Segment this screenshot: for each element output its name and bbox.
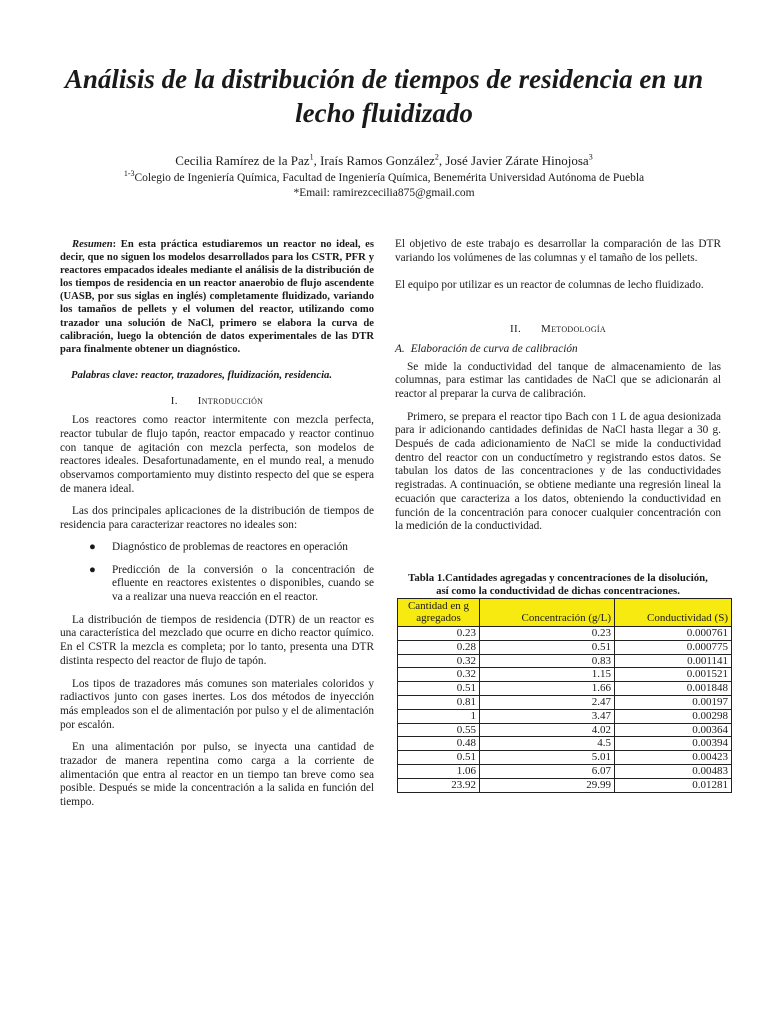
paragraph: Los tipos de trazadores más comunes son materiales coloridos y radiactivos junto con gases inertes. Los dos métodos de inyección más empleados son el de alimentación por pulso y el de alimentación por escalón. — [60, 677, 374, 731]
table-row — [398, 668, 732, 682]
paragraph: Se mide la conductividad del tanque de almacenamiento de las columnas, para estimar las cantidades de NaCl que se adicionarán al reactor al preparar la curva de calibración. — [395, 360, 721, 400]
column-header: Cantidad en g agregados — [398, 598, 480, 626]
table-cell: 0.23 — [398, 626, 480, 640]
table-cell: 0.51 — [480, 640, 615, 654]
table-cell: 0.51 — [398, 682, 480, 696]
table-cell: 0.00423 — [615, 751, 732, 765]
abstract-text: : En esta práctica estudiaremos un reactor no ideal, es decir, que no siguen los modelos desarrollados para los CSTR, PFR y reactores empacados ideales mediante el análisis de la distribución de los tiempos de residencia en un reactor anaerobio de flujo ascendente (UASB, por sus siglas en inglés) completamente fluidizado, variando los tamaños de pellets y el volumen del reactor, utilizando como trazador una solución de NaCl, primero se elabora la curva de calibración, luego la obtención de datos experimentales de las DTR para finalmente obtener un diagnóstico. — [60, 239, 374, 355]
abstract — [60, 238, 374, 356]
list-item: ● Predicción de la conversión o la concentración de efluente en reactores existentes o disponibles, cuando se va a realizar una nueva reacción en el reactor. — [89, 563, 374, 603]
paragraph: La distribución de tiempos de residencia (DTR) de un reactor es una característica del mezclado que ocurre en dicho reactor químico. En el CSTR la mezcla es completa; por lo tanto, presenta una DTR distinta respecto del reactor de flujo de tapón. — [60, 613, 374, 667]
paragraph: En una alimentación por pulso, se inyecta una cantidad de trazador de manera repentina como carga a la corriente de alimentación que entra al reactor en un tiempo tan breve como sea posible. Después se mide la concentración a la salida en función del tiempo. — [60, 741, 374, 809]
table-cell: 29.99 — [480, 778, 615, 792]
abstract-label: Resumen — [72, 239, 113, 250]
keywords: Palabras clave: reactor, trazadores, fluidización, residencia. — [71, 369, 333, 381]
table-row — [398, 751, 732, 765]
table-row — [398, 640, 732, 654]
subsection-heading: A. Elaboración de curva de calibración — [395, 342, 578, 355]
column-header: Conductividad (S) — [615, 598, 732, 626]
table-cell: 2.47 — [480, 695, 615, 709]
table-cell: 0.51 — [398, 751, 480, 765]
author-list: Cecilia Ramírez de la Paz$^1$, Iraís Ramos González$^2$, José Javier Zárate Hinojosa$^3$ — [175, 152, 593, 168]
table-cell: 5.01 — [480, 751, 615, 765]
bullet-list — [60, 541, 374, 605]
bullet-icon: ● — [89, 563, 96, 576]
paragraph: Los reactores como reactor intermitente con mezcla perfecta, reactor tubular de flujo tapón, reactor empacado y reactor continuo con tanque de agitación con mezcla perfecta, son modelos de reactores ideales. Desafortunadamente, en el mundo real, a menudo observamos comportamiento muy distinto respecto del que se espera de manera ideal. — [60, 414, 374, 495]
table-row — [398, 764, 732, 778]
table-cell: 4.02 — [480, 723, 615, 737]
table-cell: 0.32 — [398, 654, 480, 668]
table-cell: 0.55 — [398, 723, 480, 737]
table-cell: 0.48 — [398, 737, 480, 751]
table-row — [398, 723, 732, 737]
table-caption: Tabla 1.Cantidades agregadas y concentraciones de la disolución, así como la conductividad de dichas concentraciones. — [408, 571, 708, 597]
affiliation-block — [40, 171, 728, 201]
table-cell: 0.32 — [398, 668, 480, 682]
paragraph: Las dos principales aplicaciones de la distribución de tiempos de residencia para caracterizar reactores no ideales son: — [60, 505, 374, 532]
table-row — [398, 709, 732, 723]
table-row — [398, 626, 732, 640]
author-affil-mark: 1 — [309, 152, 314, 162]
table-cell: 4.5 — [480, 737, 615, 751]
table-cell: 0.000761 — [615, 626, 732, 640]
table-cell: 6.07 — [480, 764, 615, 778]
right-column — [395, 238, 728, 793]
table-cell: 0.83 — [480, 654, 615, 668]
table-cell: 0.23 — [480, 626, 615, 640]
table-header-row — [398, 598, 732, 626]
affiliation-mark: 1-3 — [123, 169, 135, 179]
table-cell: 0.81 — [398, 695, 480, 709]
paragraph: El equipo por utilizar es un reactor de columnas de lecho fluidizado. — [395, 279, 704, 292]
left-column — [60, 238, 374, 810]
paragraph: Primero, se prepara el reactor tipo Bach con 1 L de agua desionizada para ir adicionando cantidades definidas de NaCl hasta llegar a 30 g. Después de cada adicionamiento de NaCl se mide la conductividad dentro del reactor con un conductímetro y registrando estos datos. Se tabulan los datos de las concentraciones y de las conductividades registradas. A continuación, se obtiene mediante una regresión lineal la ecuación que caracteriza a los datos, obteniendo la conductividad en función de la concentración para conocer cualquier concentración con la medición de la conductividad. — [395, 410, 721, 533]
author-name: José Javier Zárate Hinojosa — [445, 153, 589, 168]
table-row — [398, 682, 732, 696]
table-cell: 1.15 — [480, 668, 615, 682]
data-table — [397, 598, 732, 793]
table-cell: 1.66 — [480, 682, 615, 696]
table-cell: 1 — [398, 709, 480, 723]
author-name: Iraís Ramos González — [320, 153, 435, 168]
table-cell: 0.00394 — [615, 737, 732, 751]
table-cell: 0.001141 — [615, 654, 732, 668]
author-affil-mark: 3 — [588, 152, 593, 162]
column-header: Concentración (g/L) — [480, 598, 615, 626]
table-cell: 0.28 — [398, 640, 480, 654]
table-row — [398, 737, 732, 751]
author-affil-mark: 2 — [434, 152, 439, 162]
table-cell: 3.47 — [480, 709, 615, 723]
section-heading-intro: I. Introducción — [170, 394, 264, 407]
paragraph: El objetivo de este trabajo es desarrollar la comparación de las DTR variando los volúmenes de las columnas y el tamaño de los pellets. — [395, 238, 721, 264]
author-name: Cecilia Ramírez de la Paz — [175, 153, 310, 168]
table-cell: 0.001521 — [615, 668, 732, 682]
table-cell: 0.00298 — [615, 709, 732, 723]
table-cell: 23.92 — [398, 778, 480, 792]
paper-title: Análisis de la distribución de tiempos de residencia en un lecho fluidizado — [64, 64, 704, 128]
affiliation: $^{1-3}$Colegio de Ingeniería Química, Facultad de Ingeniería Química, Benemérita Universidad Autónoma de Puebla — [123, 169, 645, 184]
table-cell: 0.00364 — [615, 723, 732, 737]
table-cell: 0.01281 — [615, 778, 732, 792]
table-cell: 0.00483 — [615, 764, 732, 778]
list-item: ● Diagnóstico de problemas de reactores en operación — [89, 540, 348, 553]
bullet-icon: ● — [89, 540, 96, 553]
table-row — [398, 695, 732, 709]
table-cell: 0.00197 — [615, 695, 732, 709]
contact-email: *Email: ramirezcecilia875@gmail.com — [293, 187, 475, 199]
section-heading-methods: II. Metodología — [510, 323, 606, 336]
table-cell: 0.001848 — [615, 682, 732, 696]
table-cell: 1.06 — [398, 764, 480, 778]
table-row — [398, 778, 732, 792]
table-cell: 0.000775 — [615, 640, 732, 654]
table-row — [398, 654, 732, 668]
